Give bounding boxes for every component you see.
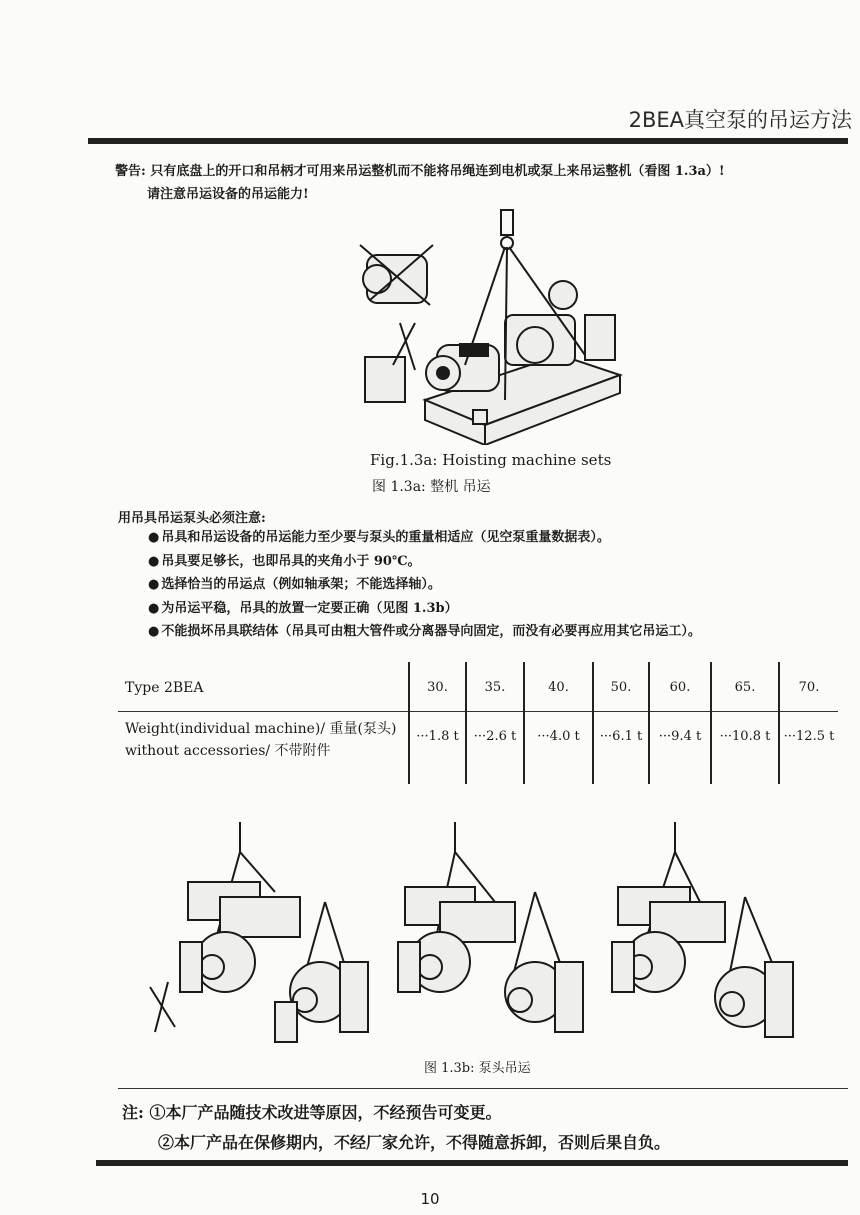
weight-table	[118, 662, 838, 784]
table-type-cell: 60.	[669, 680, 691, 695]
notes-block	[122, 1098, 670, 1158]
instructions-title: 用吊具吊运泵头必须注意:	[118, 511, 266, 526]
table-type-cell: 35.	[484, 680, 506, 695]
table-weight-cell: ···1.8 t	[416, 729, 459, 744]
figure-1-caption-chinese: 图 1.3a: 整机 吊运	[372, 479, 491, 495]
page-number: 10	[420, 1190, 440, 1208]
table-weight-label-line-2: without accessories/ 不带附件	[125, 743, 331, 759]
page-title: 2BEA真空泵的吊运方法	[628, 108, 852, 132]
table-type-label: Type 2BEA	[125, 680, 204, 696]
instruction-item: ● 为吊运平稳，吊具的放置一定要正确（见图 1.3b）	[148, 597, 701, 621]
table-weight-cell: ···10.8 t	[719, 729, 771, 744]
pump-head-hoist-set-2	[398, 822, 583, 1032]
table-type-cell: 50.	[610, 680, 632, 695]
table-type-cell: 40.	[548, 680, 569, 695]
table-weight-cell: ···4.0 t	[537, 729, 580, 744]
table-type-cell: 30.	[427, 680, 448, 695]
table-row-divider	[118, 711, 838, 712]
warning-block	[115, 160, 835, 206]
note-1: ①本厂产品随技术改进等原因，不经预告可变更。	[149, 1103, 502, 1122]
prohibited-motor-detail	[360, 245, 433, 402]
note-2: ②本厂产品在保修期内，不经厂家允许，不得随意拆卸，否则后果自负。	[158, 1133, 671, 1152]
instruction-item: ● 选择恰当的吊运点（例如轴承架；不能选择轴）。	[148, 573, 701, 597]
warning-label: 警告:	[115, 164, 146, 179]
table-weight-label	[125, 718, 396, 762]
instruction-item: ● 吊具和吊运设备的吊运能力至少要与泵头的重量相适应（见空泵重量数据表）。	[148, 526, 701, 550]
footer-rule	[96, 1160, 848, 1166]
pump-head-hoisting-illustration	[140, 812, 820, 1052]
warning-line-2: 请注意吊运设备的吊运能力!	[147, 187, 309, 202]
figure-2-caption: 图 1.3b: 泵头吊运	[424, 1061, 531, 1076]
table-weight-cell: ···12.5 t	[783, 729, 835, 744]
table-weight-cell: ···6.1 t	[599, 729, 643, 744]
table-type-cell: 65.	[734, 680, 756, 695]
header-rule	[88, 138, 848, 144]
notes-rule	[118, 1088, 848, 1089]
instructions-list	[148, 526, 701, 644]
instruction-item: ● 吊具要足够长，也即吊具的夹角小于 90℃。	[148, 550, 701, 574]
table-type-cell: 70.	[798, 680, 820, 695]
table-weight-label-line-1: Weight(individual machine)/ 重量(泵头)	[125, 721, 397, 737]
pump-head-hoist-set-1	[150, 822, 368, 1042]
pump-head-hoist-set-3	[612, 822, 793, 1037]
instruction-item: ● 不能损坏吊具联结体（吊具可由粗大管件或分离器导向固定，而没有必要再应用其它吊运工）。	[148, 620, 701, 644]
notes-label: 注:	[122, 1103, 144, 1122]
table-weight-cell: ···9.4 t	[658, 729, 702, 744]
figure-1-caption-english: Fig.1.3a: Hoisting machine sets	[370, 451, 612, 469]
table-weight-cell: ···2.6 t	[473, 729, 517, 744]
hoisting-machine-set-illustration	[355, 205, 635, 445]
warning-line-1: 只有底盘上的开口和吊柄才可用来吊运整机而不能将吊绳连到电机或泵上来吊运整机（看图 1.3a）!	[150, 164, 725, 179]
